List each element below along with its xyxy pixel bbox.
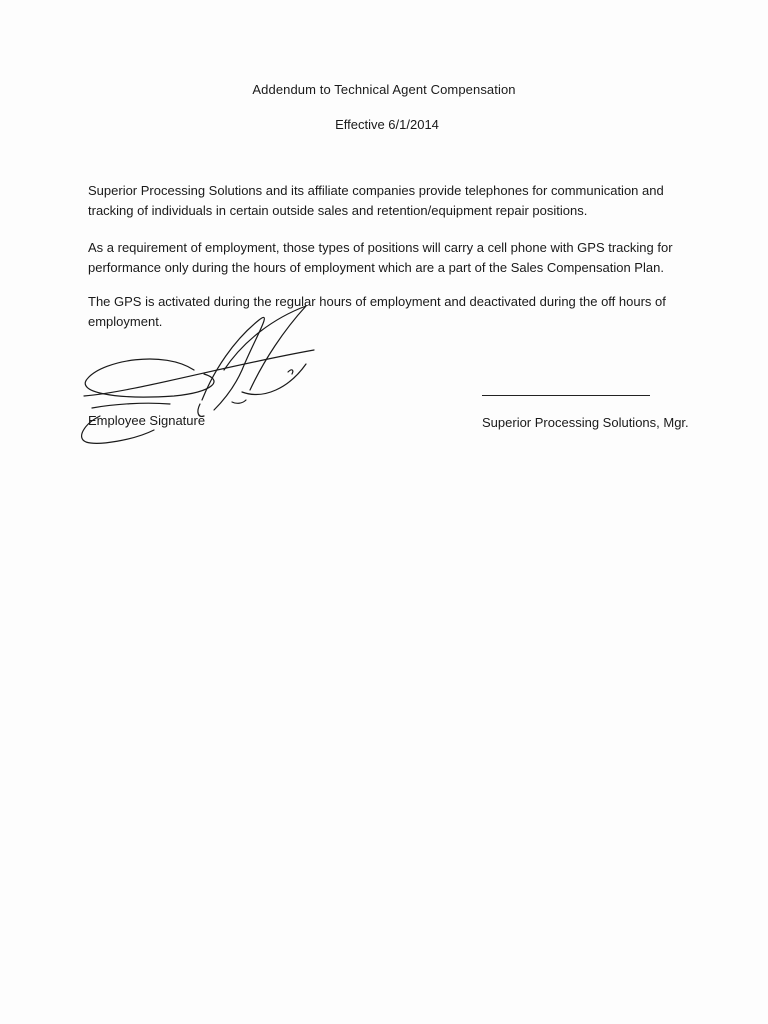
handwritten-signature-icon bbox=[74, 300, 324, 460]
employee-signature-label: Employee Signature bbox=[88, 413, 206, 428]
effective-date: Effective 6/1/2014 bbox=[335, 117, 439, 132]
manager-signature-label: Superior Processing Solutions, Mgr. bbox=[482, 415, 689, 430]
paragraph-2: As a requirement of employment, those types of positions will carry a cell phone with GPS tracking for performance only during the hours of employment which are a part of the Sales Compensation Plan. bbox=[88, 240, 673, 275]
paragraph-1: Superior Processing Solutions and its affiliate companies provide telephones for communication and tracking of individuals in certain outside sales and retention/equipment repair positions. bbox=[88, 183, 664, 218]
manager-signature-line bbox=[482, 395, 650, 396]
document-title: Addendum to Technical Agent Compensation bbox=[252, 82, 516, 97]
paragraph-3: The GPS is activated during the regular hours of employment and deactivated during the off hours of employment. bbox=[88, 294, 666, 329]
